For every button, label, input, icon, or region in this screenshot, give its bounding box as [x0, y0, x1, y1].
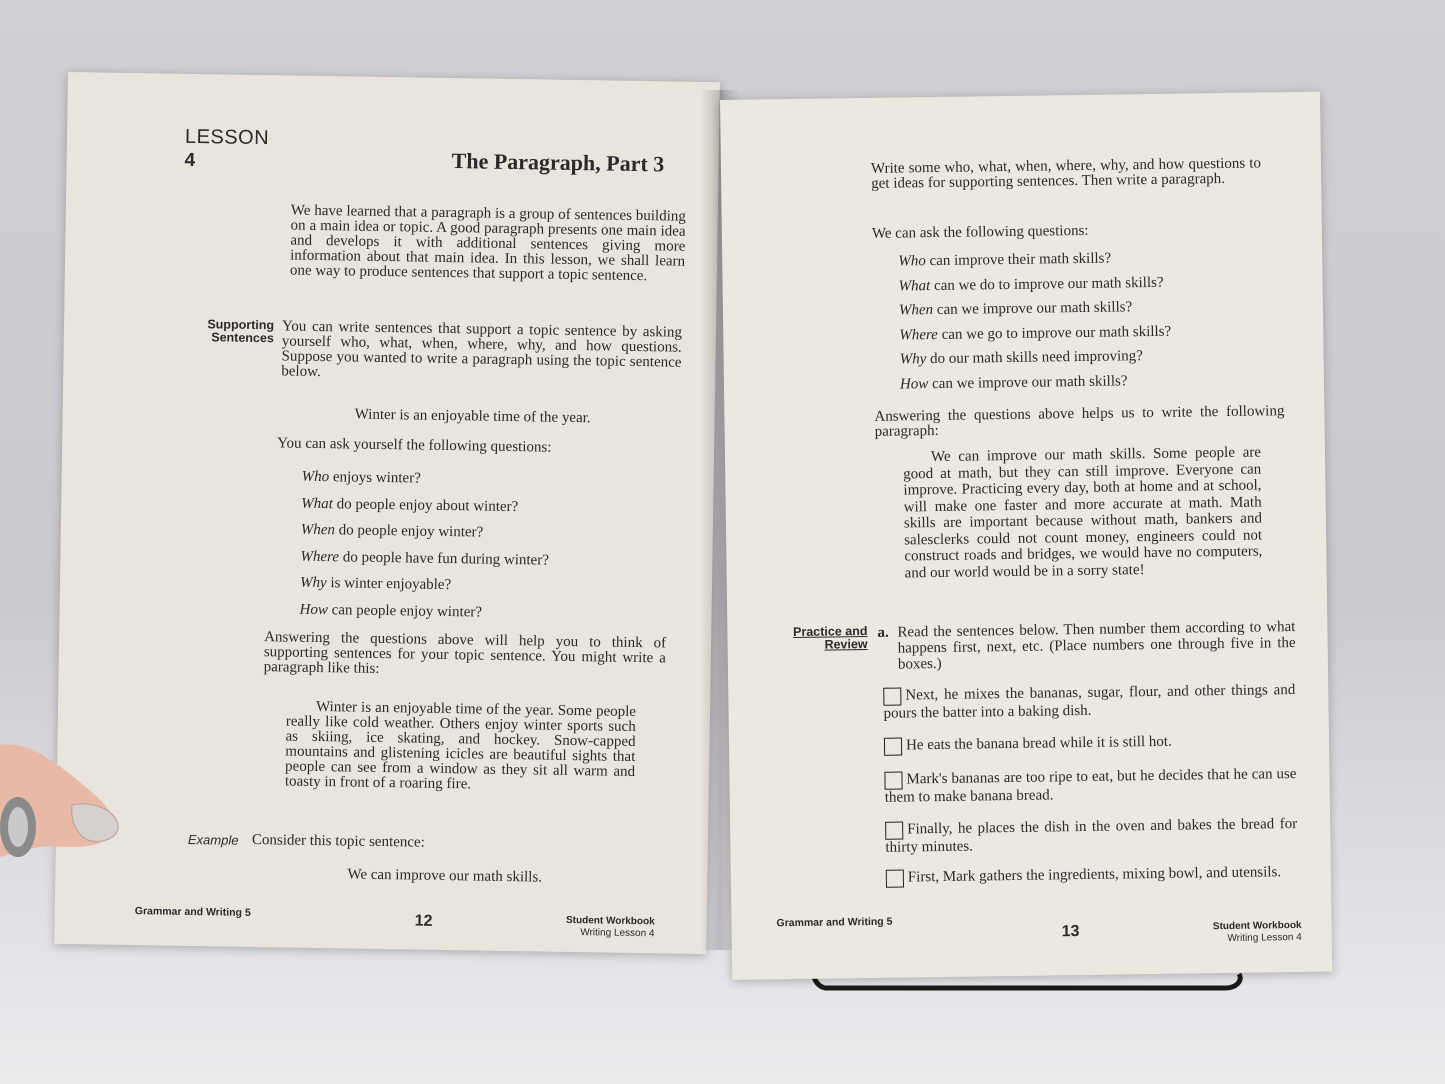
lesson-number: 4: [184, 149, 196, 172]
list-item: How can people enjoy winter?: [299, 601, 483, 621]
list-item: Where can we go to improve our math skills?: [899, 323, 1172, 344]
answer-box[interactable]: [885, 822, 903, 840]
question-list-right: [898, 246, 1172, 397]
right-ask-intro: We can ask the following questions:: [871, 222, 1089, 242]
example-text: Consider this topic sentence:: [251, 831, 425, 851]
intro-paragraph: We have learned that a paragraph is a group of sentences building on a main idea or topic. A good paragraph presents one main idea and develops it with additional sentences giving more information about that main idea. In this lesson, we shall learn one way to produce sentences that support a topic sentence.: [289, 202, 686, 285]
ask-intro: You can ask yourself the following questions:: [277, 435, 552, 456]
answer-box[interactable]: [886, 870, 904, 888]
right-intro: Write some who, what, when, where, why, and how questions to get ideas for supporting sentences. Then write a paragraph.: [870, 155, 1262, 192]
right-answering-paragraph: Answering the questions above helps us to write the following paragraph:: [874, 403, 1285, 440]
hand: [0, 725, 125, 860]
question-list-left: [299, 464, 550, 627]
math-paragraph: We can improve our math skills. Some people are good at math, but they can still improve. Everyone can improve. Practicing every day, both at home and at school, will make one faster and more accurate at math. Math skills are important because without math, bankers and salesclerks could not count money, engineers could not construct roads and bridges, we would have no computers, and our world would be in a sorry state!: [903, 444, 1263, 581]
lesson-label: LESSON: [184, 125, 270, 150]
page-number: 13: [1061, 923, 1080, 941]
answer-box[interactable]: [884, 738, 902, 756]
list-item: Why do our math skills need improving?: [899, 348, 1144, 368]
answering-paragraph: Answering the questions above will help you to think of supporting sentences for your topic sentence. You might write a paragraph like this:: [263, 629, 667, 677]
exercise-letter: a.: [877, 624, 889, 641]
footer-workbook: Student Workbook Writing Lesson 4: [565, 914, 655, 940]
list-item: Why is winter enjoyable?: [299, 574, 452, 594]
page-number: 12: [414, 912, 433, 930]
list-item: How can we improve our math skills?: [899, 372, 1128, 393]
side-heading-practice: Practice and Review: [792, 623, 868, 652]
left-page: [54, 72, 720, 954]
answer-box[interactable]: [884, 772, 902, 790]
right-page: [720, 92, 1332, 980]
list-item: Next, he mixes the bananas, sugar, flour, and other things and pours the batter into a baking dish.: [883, 682, 1296, 722]
list-item: First, Mark gathers the ingredients, mixing bowl, and utensils.: [886, 864, 1298, 888]
page-title: The Paragraph, Part 3: [451, 148, 665, 177]
example-sentence: We can improve our math skills.: [347, 866, 543, 886]
footer-workbook: Student Workbook Writing Lesson 4: [1212, 919, 1302, 944]
answer-box[interactable]: [883, 688, 901, 706]
list-item: What do people enjoy about winter?: [301, 495, 519, 515]
support-paragraph: You can write sentences that support a topic sentence by asking yourself who, what, when, where, why, and how questions. Suppose you wanted to write a paragraph using the topic sentence below.: [281, 318, 683, 381]
list-item: Mark's bananas are too ripe to eat, but he decides that he can use them to make banana bread.: [884, 766, 1297, 806]
list-item: Where do people have fun during winter?: [300, 548, 550, 569]
list-item: Finally, he places the dish in the oven and bakes the bread for thirty minutes.: [885, 816, 1298, 856]
example-label: Example: [187, 831, 239, 848]
list-item: When do people enjoy winter?: [300, 521, 484, 541]
list-item: What can we do to improve our math skills?: [898, 274, 1164, 295]
footer-book-title: Grammar and Writing 5: [134, 905, 251, 919]
list-item: Who enjoys winter?: [301, 468, 421, 487]
winter-paragraph: Winter is an enjoyable time of the year. Some people really like cold weather. Others enjoy winter sports such as skiing, ice skating, and hockey. Snow-capped mountains and glistening icicles are beautiful sights that people can see from a window as they sit all warm and toasty in front of a roaring fire.: [284, 698, 637, 793]
footer-book-title: Grammar and Writing 5: [776, 915, 893, 930]
list-item: When can we improve our math skills?: [898, 299, 1133, 319]
list-item: He eats the banana bread while it is still hot.: [884, 732, 1296, 756]
topic-sentence: Winter is an enjoyable time of the year.: [354, 406, 591, 427]
side-heading-supporting: Supporting Sentences: [207, 317, 275, 346]
list-item: Who can improve their math skills?: [898, 250, 1112, 270]
exercise-instructions: Read the sentences below. Then number them according to what happens first, next, etc. (Place numbers one through five in the boxes.): [897, 619, 1296, 673]
